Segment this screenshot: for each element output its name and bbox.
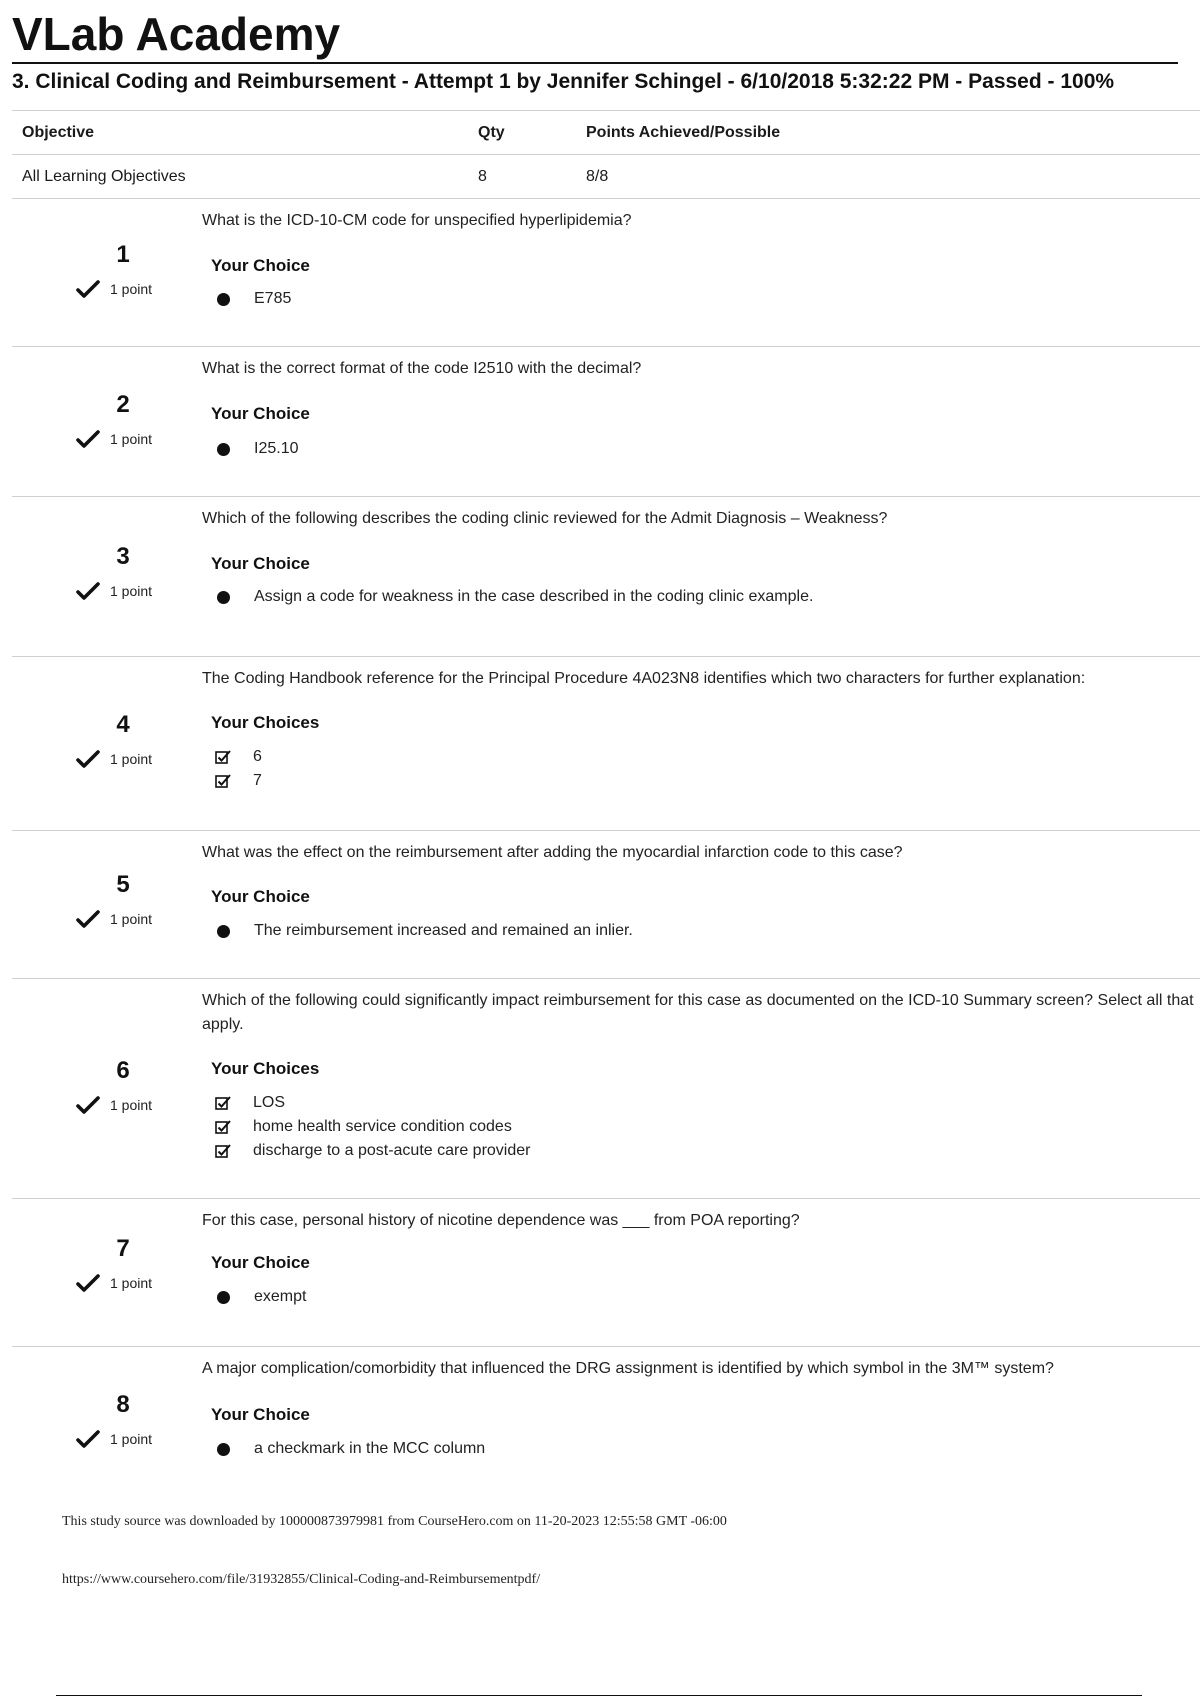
qty-cell: 8 [478, 167, 487, 185]
download-source-note: This study source was downloaded by 100000873979981 from CourseHero.com on 11-20-2023 12:55:58 GMT -06:00 [62, 1514, 727, 1529]
choice-heading: Your Choice [211, 887, 310, 906]
question-text: What is the ICD-10-CM code for unspecified hyperlipidemia? [202, 212, 632, 229]
question-number: 5 [116, 871, 130, 898]
answer-item [215, 919, 633, 943]
question-points: 1 point [110, 1097, 153, 1113]
question-block [12, 1198, 1200, 1346]
answer-item [215, 1139, 530, 1163]
question-block [12, 830, 1200, 978]
question-block [12, 656, 1200, 830]
question-score [76, 429, 152, 449]
check-icon [76, 1429, 100, 1449]
answer-list [215, 1285, 306, 1309]
question-text: For this case, personal history of nicotine dependence was ___ from POA reporting? [202, 1212, 800, 1229]
points-cell: 8/8 [586, 167, 609, 185]
answer-list [215, 437, 298, 461]
qty-column-header: Qty [478, 123, 505, 141]
answer-text: 6 [253, 748, 262, 765]
check-icon [76, 909, 100, 929]
question-score [76, 749, 152, 769]
answer-text: Assign a code for weakness in the case described in the coding clinic example. [254, 588, 814, 605]
bullet-icon [217, 1443, 230, 1456]
question-score [76, 1095, 152, 1115]
bullet-icon [217, 1291, 230, 1304]
question-points: 1 point [110, 281, 153, 297]
question-block [12, 198, 1200, 346]
answer-text: home health service condition codes [253, 1118, 512, 1135]
bullet-icon [217, 591, 230, 604]
check-icon [76, 1095, 100, 1115]
answer-list [215, 287, 291, 311]
check-icon [76, 279, 100, 299]
question-block [12, 978, 1200, 1198]
answer-text: exempt [254, 1288, 307, 1305]
answer-list [215, 1437, 485, 1461]
question-number: 7 [116, 1235, 130, 1262]
question-points: 1 point [110, 431, 153, 447]
question-text: Which of the following could significantly impact reimbursement for this case as documented on the ICD-10 Summary screen? Select all that apply. [202, 992, 1194, 1033]
choice-heading: Your Choice [211, 256, 310, 275]
answer-text: E785 [254, 290, 292, 307]
question-number: 3 [116, 543, 130, 570]
source-url-link[interactable]: https://www.coursehero.com/file/31932855/Clinical-Coding-and-Reimbursementpdf/ [62, 1572, 541, 1587]
check-icon [76, 429, 100, 449]
question-number: 2 [116, 391, 130, 418]
answer-item [215, 287, 291, 311]
question-block [12, 496, 1200, 656]
question-number: 4 [116, 711, 130, 738]
answer-item [215, 1091, 530, 1115]
answer-item [215, 769, 262, 793]
question-text: What is the correct format of the code I2510 with the decimal? [202, 360, 642, 377]
question-points: 1 point [110, 1275, 153, 1291]
checkbox-icon [215, 1095, 232, 1111]
question-text: Which of the following describes the coding clinic reviewed for the Admit Diagnosis – Weakness? [202, 510, 888, 527]
objectives-row [12, 154, 1200, 198]
answer-item [215, 745, 262, 769]
answer-text: 7 [253, 772, 262, 789]
answer-text: I25.10 [254, 440, 299, 457]
question-number: 8 [116, 1391, 130, 1418]
choice-heading: Your Choice [211, 404, 310, 423]
answer-item [215, 1437, 485, 1461]
brand-title: VLab Academy [12, 6, 1178, 64]
answer-list [215, 1091, 530, 1163]
question-text: A major complication/comorbidity that influenced the DRG assignment is identified by which symbol in the 3M™ system? [202, 1360, 1054, 1377]
bullet-icon [217, 925, 230, 938]
question-score [76, 581, 152, 601]
attempt-summary: 3. Clinical Coding and Reimbursement - Attempt 1 by Jennifer Schingel - 6/10/2018 5:32:22 PM - Passed - 100% [12, 70, 1115, 93]
objectives-table [12, 110, 1200, 198]
answer-item [215, 1285, 306, 1309]
answer-list [215, 585, 813, 609]
answer-item [215, 1115, 530, 1139]
question-score [76, 1429, 152, 1449]
answer-item [215, 585, 813, 609]
points-column-header: Points Achieved/Possible [586, 123, 781, 141]
objectives-header-row [12, 110, 1200, 154]
question-points: 1 point [110, 751, 153, 767]
checkbox-icon [215, 1119, 232, 1135]
check-icon [76, 1273, 100, 1293]
answer-text: a checkmark in the MCC column [254, 1440, 486, 1457]
objective-cell: All Learning Objectives [22, 167, 186, 185]
answer-item [215, 437, 298, 461]
choice-heading: Your Choice [211, 554, 310, 573]
check-icon [76, 749, 100, 769]
checkbox-icon [215, 1143, 232, 1159]
question-score [76, 1273, 152, 1293]
question-number: 6 [116, 1057, 130, 1084]
question-points: 1 point [110, 1431, 153, 1447]
check-icon [76, 581, 100, 601]
choice-heading: Your Choices [211, 1059, 320, 1078]
question-points: 1 point [110, 583, 153, 599]
bottom-divider [56, 1695, 1142, 1696]
answer-text: LOS [253, 1094, 286, 1111]
question-text: The Coding Handbook reference for the Principal Procedure 4A023N8 identifies which two characters for further explanation: [202, 670, 1086, 687]
question-score [76, 909, 152, 929]
question-block [12, 1346, 1200, 1496]
question-score [76, 279, 152, 299]
bullet-icon [217, 443, 230, 456]
choice-heading: Your Choices [211, 713, 320, 732]
choice-heading: Your Choice [211, 1405, 310, 1424]
answer-text: discharge to a post-acute care provider [253, 1142, 531, 1159]
question-number: 1 [116, 241, 130, 268]
bullet-icon [217, 293, 230, 306]
checkbox-icon [215, 773, 232, 789]
answer-text: The reimbursement increased and remained an inlier. [254, 922, 633, 939]
answer-list [215, 745, 262, 793]
objective-column-header: Objective [22, 123, 95, 141]
checkbox-icon [215, 749, 232, 765]
answer-list [215, 919, 633, 943]
choice-heading: Your Choice [211, 1253, 310, 1272]
question-block [12, 346, 1200, 496]
question-text: What was the effect on the reimbursement after adding the myocardial infarction code to this case? [202, 844, 903, 861]
question-points: 1 point [110, 911, 153, 927]
